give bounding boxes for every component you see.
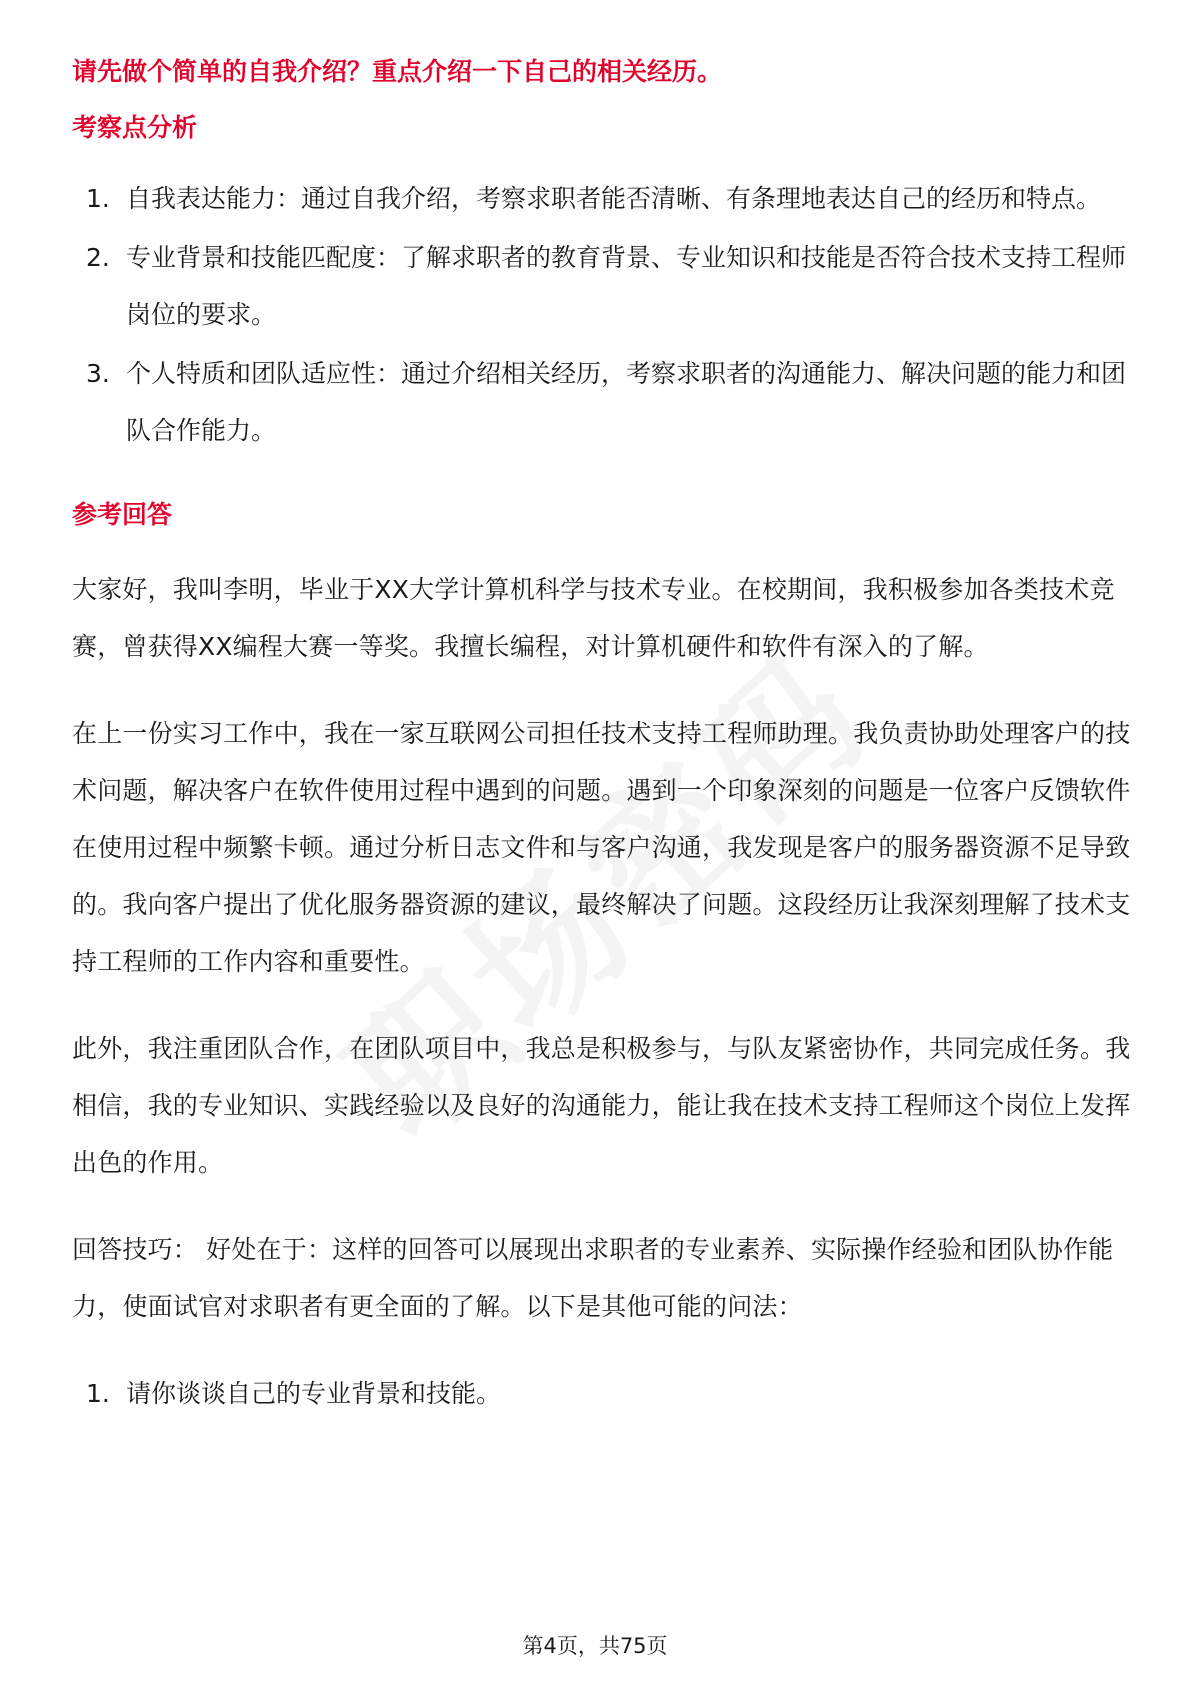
- analysis-list: [72, 170, 1132, 459]
- analysis-item-number: 3.: [86, 359, 110, 388]
- analysis-item: [72, 345, 1132, 459]
- answer-tips-paragraph: 回答技巧： 好处在于：这样的回答可以展现出求职者的专业素养、实际操作经验和团队协作能力，使面试官对求职者有更全面的了解。以下是其他可能的问法：: [72, 1235, 1114, 1321]
- analysis-item-text: 专业背景和技能匹配度：了解求职者的教育背景、专业知识和技能是否符合技术支持工程师岗位的要求。: [126, 243, 1127, 329]
- question-heading: 请先做个简单的自我介绍？重点介绍一下自己的相关经历。: [72, 57, 723, 86]
- page-footer: 第4页，共75页: [522, 1634, 668, 1658]
- analysis-item-text: 个人特质和团队适应性：通过介绍相关经历，考察求职者的沟通能力、解决问题的能力和团队合作能力。: [126, 359, 1127, 445]
- alternative-question-text: 请你谈谈自己的专业背景和技能。: [126, 1379, 502, 1408]
- analysis-item-number: 1.: [86, 184, 110, 213]
- analysis-title: 考察点分析: [72, 113, 198, 142]
- analysis-item: [72, 170, 1132, 227]
- alternative-question-number: 1.: [86, 1379, 110, 1408]
- answer-title: 参考回答: [72, 500, 173, 529]
- analysis-item-number: 2.: [86, 243, 110, 272]
- answer-paragraph: 在上一份实习工作中，我在一家互联网公司担任技术支持工程师助理。我负责协助处理客户的技术问题，解决客户在软件使用过程中遇到的问题。遇到一个印象深刻的问题是一位客户反馈软件在使用过程中频繁卡顿。通过分析日志文件和与客户沟通，我发现是客户的服务器资源不足导致的。我向客户提出了优化服务器资源的建议，最终解决了问题。这段经历让我深刻理解了技术支持工程师的工作内容和重要性。: [72, 719, 1131, 976]
- answer-paragraph: 此外，我注重团队合作，在团队项目中，我总是积极参与，与队友紧密协作，共同完成任务。我相信，我的专业知识、实践经验以及良好的沟通能力，能让我在技术支持工程师这个岗位上发挥出色的作用。: [72, 1034, 1131, 1177]
- analysis-item-text: 自我表达能力：通过自我介绍，考察求职者能否清晰、有条理地表达自己的经历和特点。: [126, 184, 1102, 213]
- alternative-question-item: [72, 1365, 1132, 1422]
- answer-paragraph: 大家好，我叫李明，毕业于XX大学计算机科学与技术专业。在校期间，我积极参加各类技术竞赛，曾获得XX编程大赛一等奖。我擅长编程，对计算机硬件和软件有深入的了解。: [72, 575, 1115, 661]
- page-content: [72, 52, 1132, 1422]
- analysis-item: [72, 229, 1132, 343]
- alternative-questions-list: [72, 1365, 1132, 1422]
